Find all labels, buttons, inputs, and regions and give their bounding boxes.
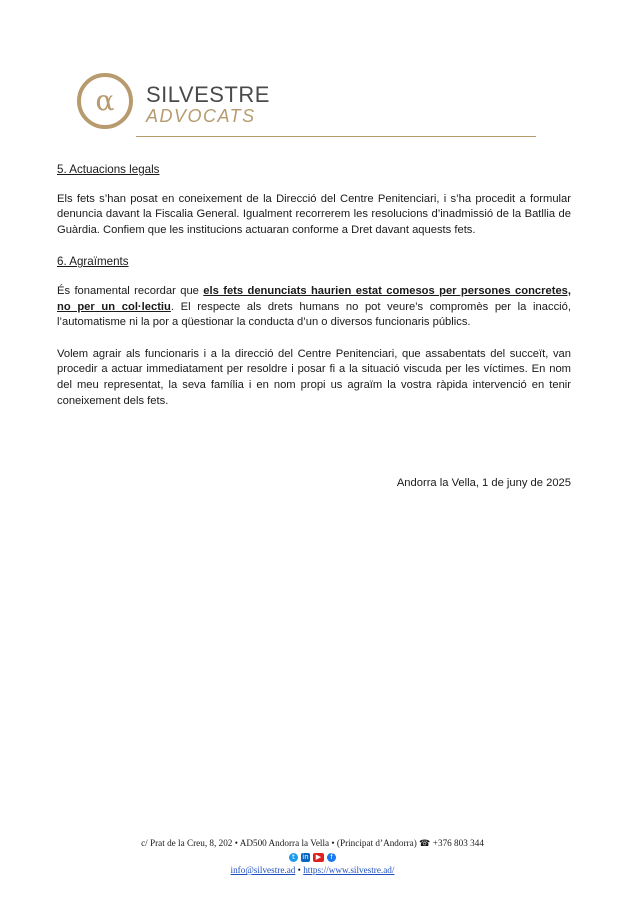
facebook-icon[interactable]: f (327, 853, 336, 862)
text-run: . El respecte als drets humans no pot veure’s compromès per la inacció, l’automatisme ni la por a qüestionar la conducta d’un o diversos funcionaris públics. (57, 300, 571, 329)
date-line: Andorra la Vella, 1 de juny de 2025 (396, 477, 571, 489)
footer-separator: • (295, 865, 304, 875)
footer (0, 837, 625, 877)
section-heading-thanks: 6. Agraïments (57, 255, 129, 269)
logo-mark: α (95, 84, 115, 117)
footer-contact (0, 864, 625, 877)
social-icons (0, 851, 625, 863)
linkedin-icon[interactable]: in (302, 852, 309, 861)
section-heading-legal-actions: 5. Actuacions legals (57, 163, 160, 176)
alpha-logo-icon (76, 72, 134, 130)
paragraph-thanks-2: Volem agrair als funcionaris i a la direcció del Centre Penitenciari, que assabentats del succeït, van procedir a actuar immediatament per resoldre i posar fi a la situació viscuda per les víctimes. En nom del meu representat, la seva família i en nom propi us agraïm la vostra ràpida intervenció en tenir coneixement dels fets. (57, 347, 571, 407)
brand-subtitle: ADVOCATS (146, 106, 256, 126)
brand-name: SILVESTRE (146, 82, 270, 107)
email-link[interactable]: info@silvestre.ad (230, 865, 296, 875)
paragraph-thanks-1 (57, 284, 571, 331)
paragraph-legal-actions: Els fets s’han posat en coneixement de la Direcció del Centre Penitenciari, i s’ha procedit a formular denuncia davant la Fiscalia General. Igualment recorrerem les resolucions d’inadmissió de la Batllia de Guàrdia. Confiem que les institucions actuaran conforme a Dret davant aquests fets. (57, 192, 571, 236)
text-run: És fonamental recordar que (57, 284, 204, 297)
twitter-icon[interactable]: t (289, 853, 298, 862)
letter-body (57, 162, 571, 425)
youtube-icon[interactable]: ▶ (313, 853, 324, 862)
header-divider (136, 136, 536, 137)
emphasized-text: els fets denunciats haurien estat comesos per persones concretes, no per un col·lectiu (57, 284, 572, 313)
footer-address: c/ Prat de la Creu, 8, 202 • AD500 Andorra la Vella • (Principat d’Andorra) ☎ +376 803 344 (141, 838, 484, 848)
website-link[interactable]: https://www.silvestre.ad/ (303, 865, 395, 875)
letterhead-logo (76, 72, 276, 134)
